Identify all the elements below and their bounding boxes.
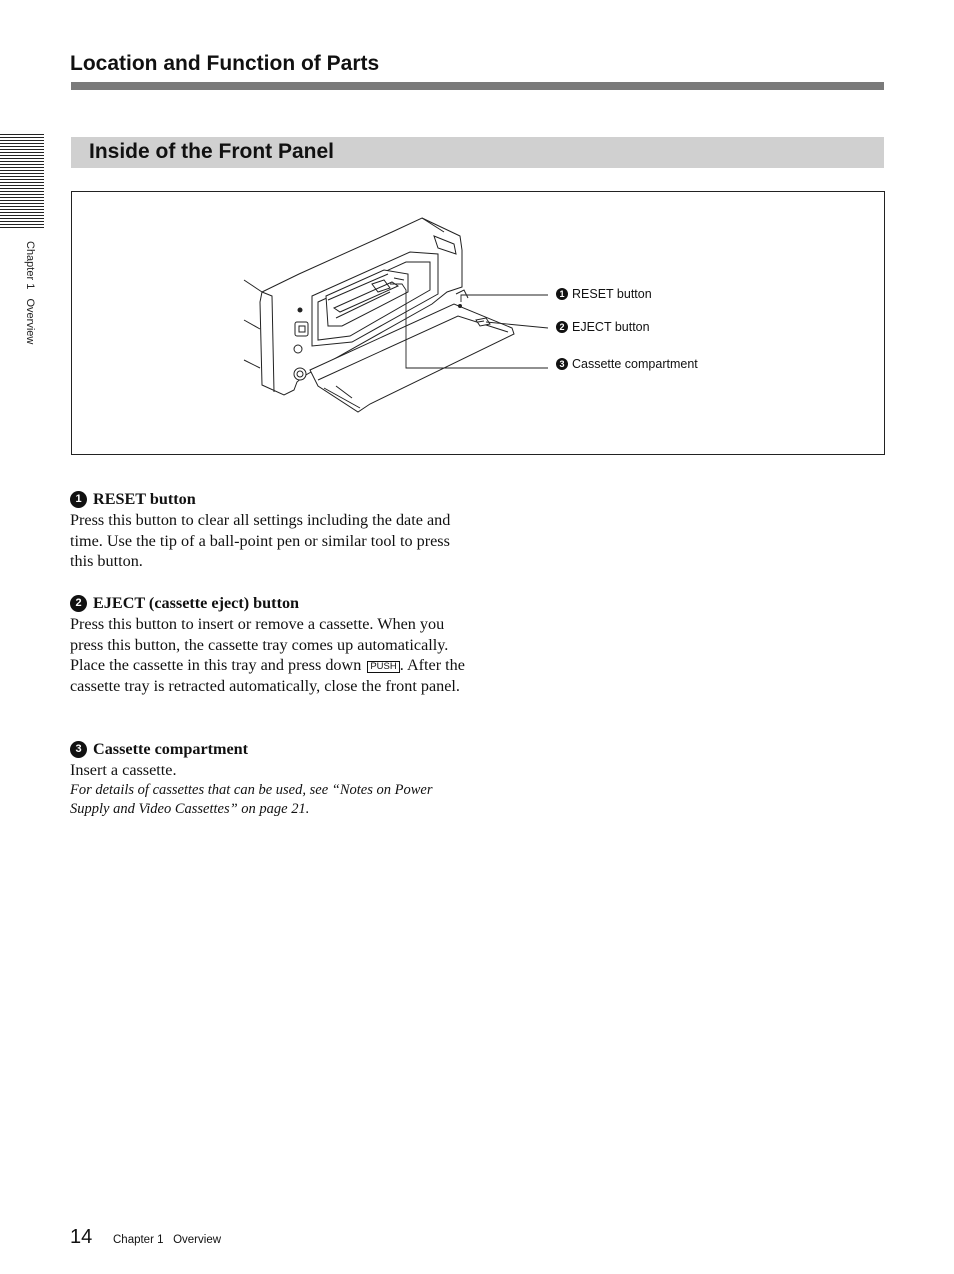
callout-label: EJECT button bbox=[572, 320, 650, 334]
item-eject-button bbox=[70, 593, 470, 697]
title-rule bbox=[71, 82, 884, 90]
section-title: Location and Function of Parts bbox=[70, 52, 380, 75]
number-2-icon: 2 bbox=[556, 321, 568, 333]
number-1-icon: 1 bbox=[556, 288, 568, 300]
item-heading-text: Cassette compartment bbox=[93, 740, 249, 758]
item-body: Insert a cassette. bbox=[70, 760, 177, 779]
number-1-icon: 1 bbox=[70, 491, 87, 508]
item-reset-button bbox=[70, 489, 470, 572]
footer-chapter-label: Chapter 1 Overview bbox=[113, 1234, 222, 1246]
subsection-title: Inside of the Front Panel bbox=[89, 140, 335, 163]
number-2-icon: 2 bbox=[70, 595, 87, 612]
item-heading-text: RESET button bbox=[93, 490, 196, 508]
side-chapter-label: Chapter 1 Overview bbox=[24, 241, 36, 345]
push-key-icon: PUSH bbox=[367, 661, 399, 673]
number-3-icon: 3 bbox=[70, 741, 87, 758]
callout-eject-button bbox=[556, 320, 650, 334]
number-3-icon: 3 bbox=[556, 358, 568, 370]
page-number: 14 bbox=[70, 1226, 93, 1248]
item-heading bbox=[70, 489, 470, 510]
subsection-header bbox=[71, 137, 884, 168]
callout-reset-button bbox=[556, 287, 652, 301]
item-note: For details of cassettes that can be used, see “Notes on Power Supply and Video Cassettes” on page 21. bbox=[70, 781, 433, 817]
vcr-front-panel-illustration bbox=[72, 192, 884, 454]
callout-label: Cassette compartment bbox=[572, 357, 698, 371]
item-heading bbox=[70, 739, 470, 760]
item-cassette-compartment bbox=[70, 739, 470, 819]
callout-label: RESET button bbox=[572, 287, 652, 301]
item-body-text: . After the cassette tray is retracted automatically, close the front panel. bbox=[70, 656, 465, 696]
item-heading-text: EJECT (cassette eject) button bbox=[93, 594, 300, 612]
item-body-text: Press this button to insert or remove a cassette. When you press this button, the cassette tray comes up automatically. Place the cassette in this tray and press down bbox=[70, 614, 449, 675]
item-body bbox=[70, 614, 470, 697]
chapter-tab-stripes bbox=[0, 134, 44, 228]
item-heading bbox=[70, 593, 470, 614]
figure-box bbox=[71, 191, 885, 455]
item-body: Press this button to clear all settings including the date and time. Use the tip of a ball-point pen or similar tool to press this button. bbox=[70, 510, 451, 571]
callout-cassette-compartment bbox=[556, 357, 698, 371]
